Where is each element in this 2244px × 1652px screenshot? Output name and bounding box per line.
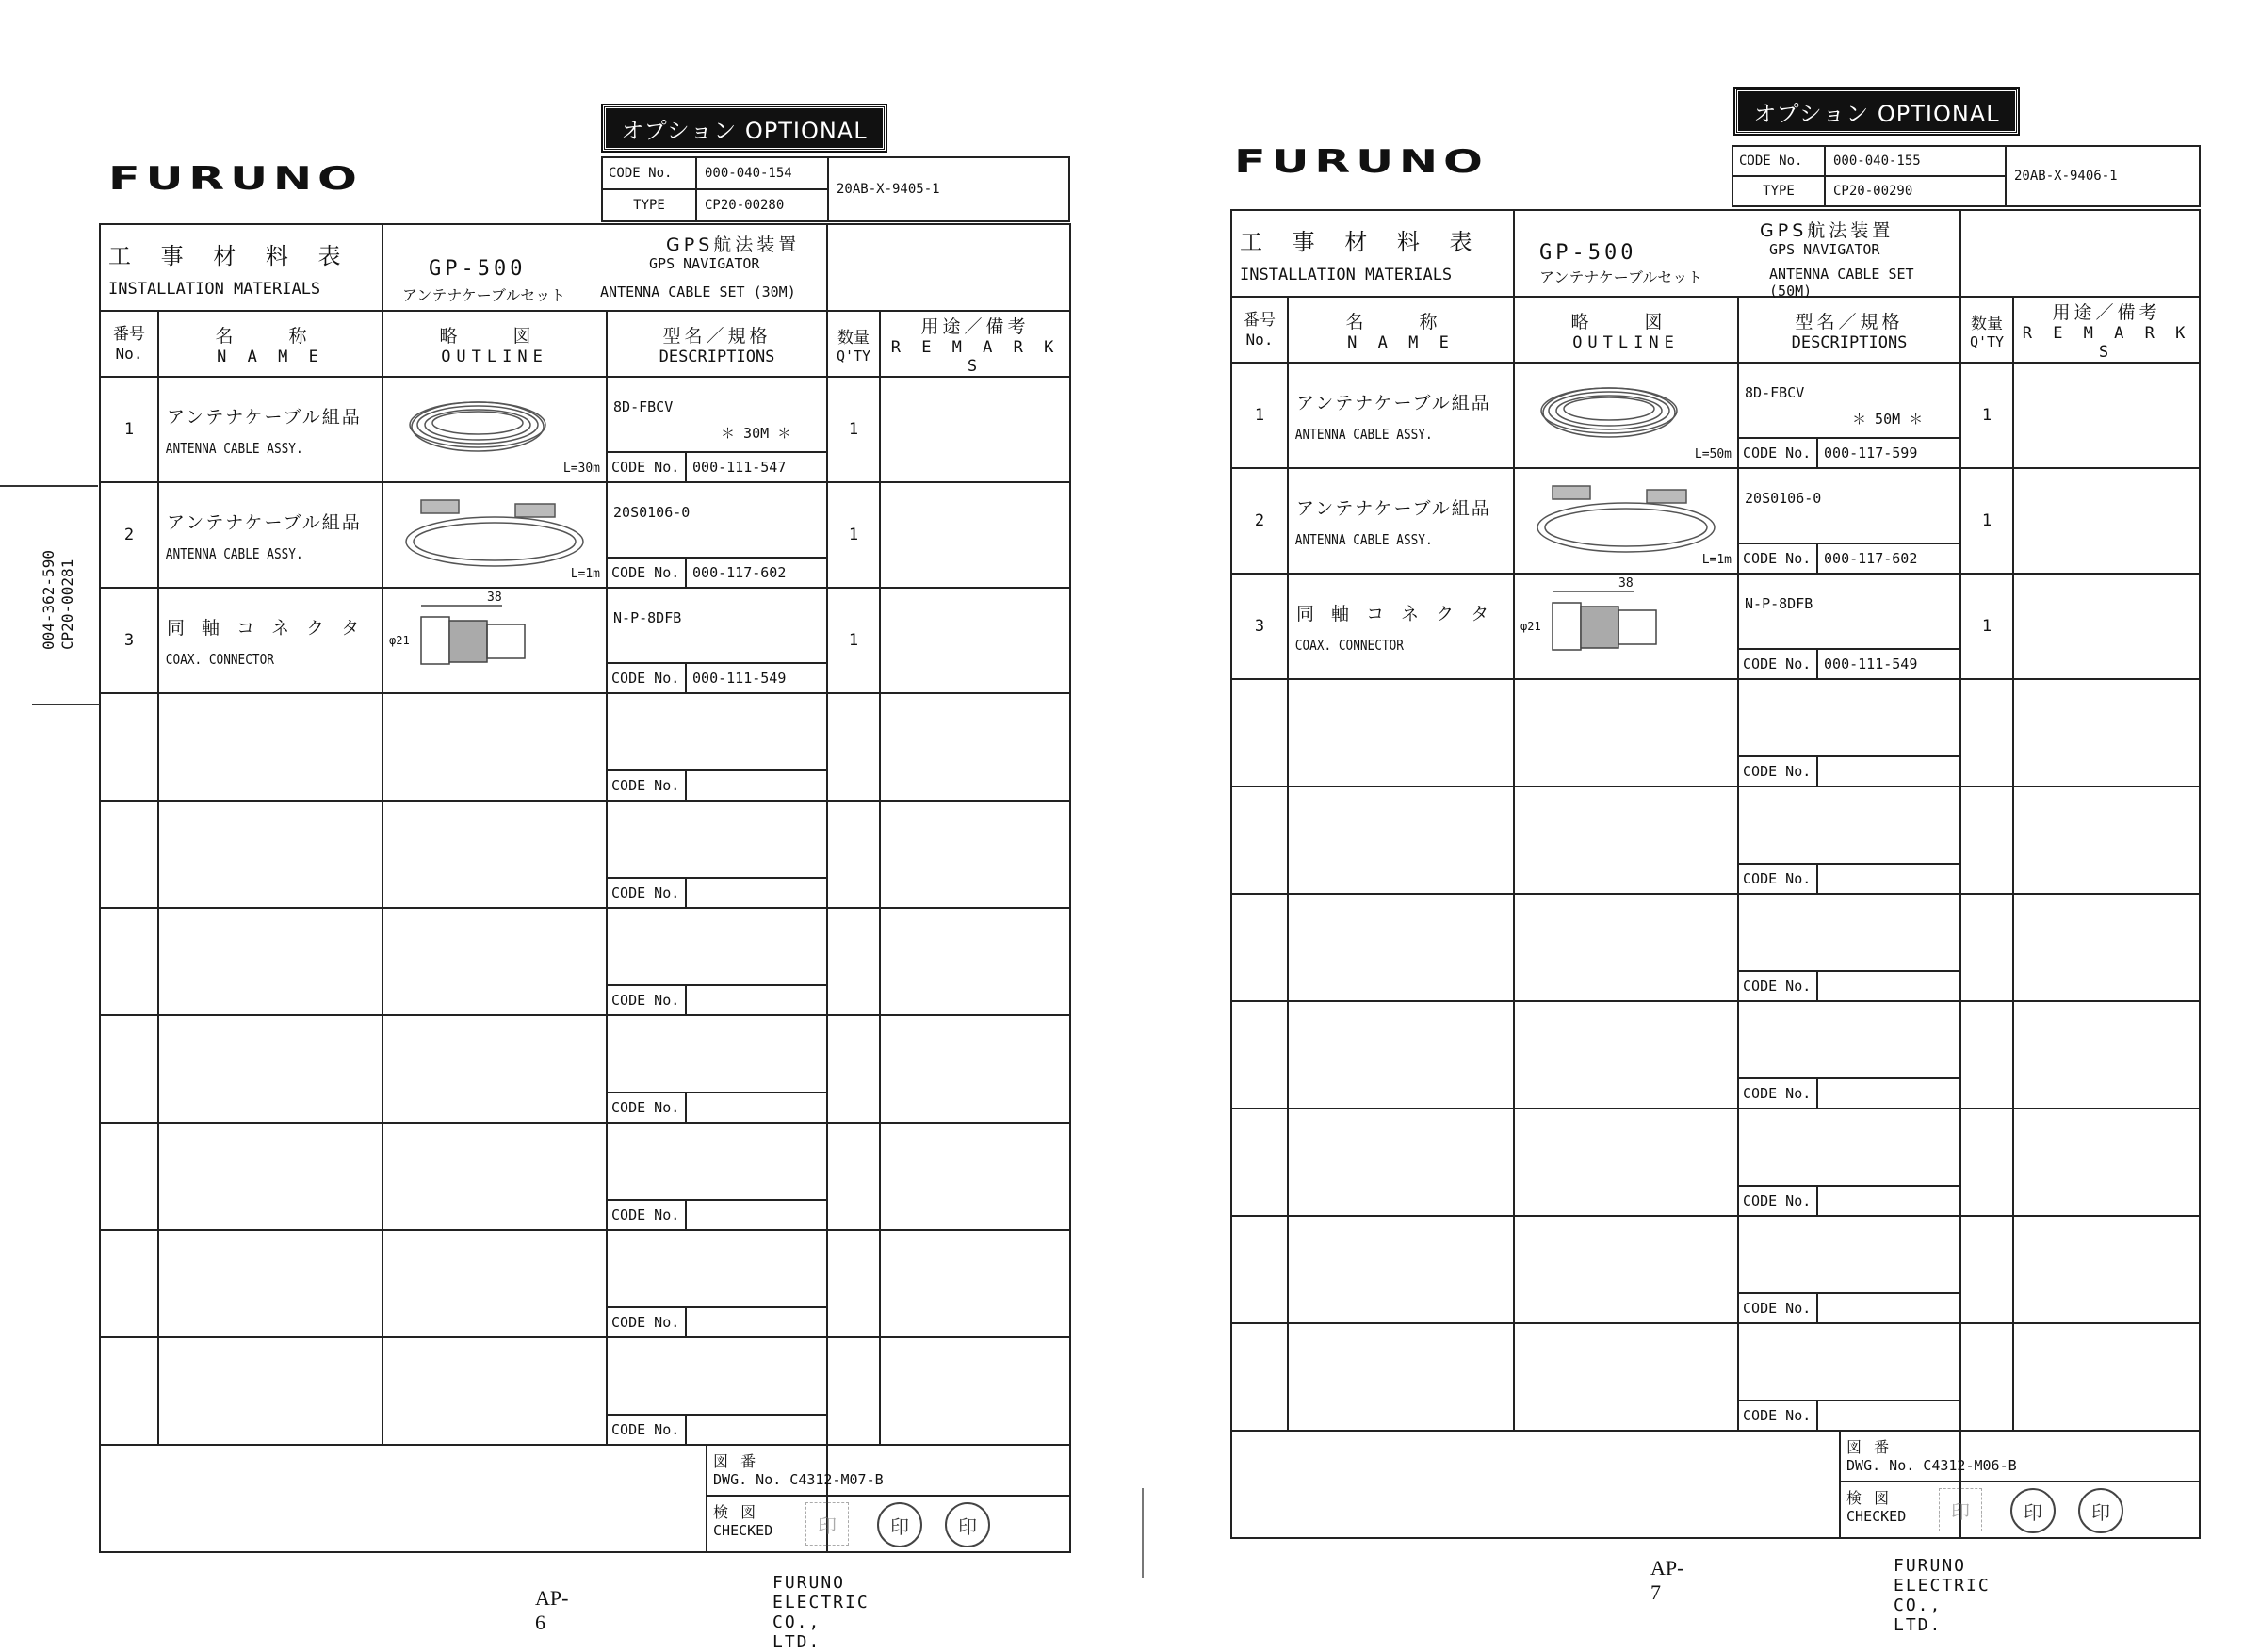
hdr-no-en: No.	[1245, 330, 1274, 348]
title-en: INSTALLATION MATERIALS	[1240, 265, 1453, 284]
outline-note: 38	[487, 591, 502, 605]
left-materials-table	[99, 223, 1071, 1553]
cable-coil-drawing	[383, 378, 606, 481]
optional-badge: オプション OPTIONAL	[603, 105, 886, 151]
code-label: CODE No.	[608, 559, 687, 587]
code-label: CODE No.	[1739, 865, 1818, 893]
type-label: TYPE	[1732, 176, 1825, 206]
item-qty: 1	[827, 482, 880, 588]
item-code: 000-111-547	[692, 459, 787, 476]
item-desc: N-P-8DFB	[613, 609, 682, 626]
checked-ja: 検 図	[713, 1503, 760, 1521]
code-no-value: 000-040-155	[1825, 146, 2006, 176]
table-row	[1231, 363, 2200, 468]
item-no: 2	[100, 482, 158, 588]
cable-coil-drawing	[1515, 364, 1737, 467]
empty-row	[1231, 1323, 2200, 1431]
right-code-table	[1732, 145, 2201, 207]
stamp-icon: 印	[1939, 1488, 1982, 1531]
outline-note: L=1m	[1701, 553, 1732, 567]
code-label: CODE No.	[1739, 650, 1818, 678]
furuno-logo: FURUNO	[1234, 143, 1488, 181]
table-row	[1231, 574, 2200, 679]
connector-drawing	[1515, 575, 1737, 678]
empty-row	[1231, 1216, 2200, 1323]
item-desc-2: ＊ 50M ＊	[1852, 411, 1924, 428]
code-no-label: CODE No.	[1732, 146, 1825, 176]
type-value: CP20-00290	[1825, 176, 2006, 206]
hdr-name-en: N A M E	[1347, 332, 1455, 352]
optional-badge: オプション OPTIONAL	[1735, 89, 2018, 134]
table-row	[100, 482, 1070, 588]
item-no: 1	[1231, 363, 1288, 468]
code-label: CODE No.	[608, 771, 687, 800]
hdr-desc-ja: 型名／規格	[662, 325, 772, 347]
item-no: 1	[100, 377, 158, 482]
item-no: 2	[1231, 468, 1288, 574]
stamp-icon: 印	[2078, 1488, 2123, 1533]
divider	[32, 704, 100, 705]
item-code: 000-117-599	[1824, 445, 1918, 462]
table-row	[100, 377, 1070, 482]
table-row	[100, 588, 1070, 693]
empty-row	[100, 1230, 1070, 1337]
right-materials-table	[1230, 209, 2201, 1539]
code-label: CODE No.	[608, 1201, 687, 1229]
item-name-en: COAX. CONNECTOR	[165, 650, 274, 668]
empty-row	[100, 1015, 1070, 1123]
hdr-remarks-ja: 用途／備考	[2052, 301, 2161, 323]
code-label: CODE No.	[608, 1416, 687, 1444]
model: GP-500	[429, 257, 527, 281]
empty-row	[1231, 1001, 2200, 1109]
item-desc: N-P-8DFB	[1745, 595, 1813, 612]
code-label: CODE No.	[608, 453, 687, 481]
dwg-label: DWG. No.	[1846, 1457, 1915, 1474]
hdr-remarks-en: R E M A R K S	[890, 337, 1060, 376]
code-label: CODE No.	[608, 879, 687, 907]
side-code-1: 004-362-590	[40, 550, 57, 650]
side-code-2: CP20-00281	[58, 559, 76, 650]
set-ja: アンテナケーブルセット	[1539, 268, 1703, 286]
hdr-no-ja: 番号	[113, 325, 145, 345]
outline-note-2: φ21	[1520, 620, 1541, 633]
code-no-label: CODE No.	[602, 157, 696, 189]
hdr-qty-en: Q'TY	[836, 347, 871, 364]
hdr-name-ja: 名 称	[1345, 311, 1456, 332]
company-name: FURUNO ELECTRIC CO., LTD.	[772, 1573, 870, 1652]
hdr-remarks-en: R E M A R K S	[2022, 323, 2191, 362]
title-en: INSTALLATION MATERIALS	[108, 279, 321, 299]
hdr-no-en: No.	[115, 344, 143, 363]
cable-short-drawing	[383, 483, 606, 587]
empty-row	[1231, 786, 2200, 894]
hdr-outline-en: OUTLINE	[1572, 332, 1680, 352]
set-en: ANTENNA CABLE SET (30M)	[600, 283, 796, 300]
item-name-ja: アンテナケーブル組品	[167, 511, 362, 533]
type-label: TYPE	[602, 189, 696, 221]
dwg-ja: 図 番	[1846, 1438, 1894, 1456]
hdr-no-ja: 番号	[1244, 311, 1276, 331]
hdr-qty-ja: 数量	[837, 328, 870, 348]
gutter-line	[1142, 1488, 1144, 1578]
outline-note: 38	[1618, 576, 1634, 591]
title-ja: 工 事 材 料 表	[1240, 228, 1484, 255]
hdr-outline-ja: 略 図	[439, 325, 550, 347]
outline-note: L=30m	[562, 462, 601, 476]
item-desc: 20S0106-0	[1745, 490, 1822, 507]
outline-note: L=1m	[570, 567, 601, 581]
empty-row	[1231, 679, 2200, 786]
left-code-table	[601, 156, 1070, 222]
dwg-label: DWG. No.	[713, 1471, 782, 1488]
model: GP-500	[1539, 241, 1637, 265]
empty-row	[1231, 1109, 2200, 1216]
code-label: CODE No.	[608, 664, 687, 692]
type-value: CP20-00280	[696, 189, 828, 221]
item-qty: 1	[827, 377, 880, 482]
code-label: CODE No.	[1739, 544, 1818, 573]
item-name-ja: アンテナケーブル組品	[1296, 497, 1491, 519]
empty-row	[100, 1123, 1070, 1230]
hdr-qty-en: Q'TY	[1969, 332, 2005, 350]
company-name: FURUNO ELECTRIC CO., LTD.	[1894, 1556, 1991, 1635]
dwg-value: C4312-M07-B	[789, 1471, 884, 1488]
item-qty: 1	[1960, 468, 2013, 574]
checked-en: CHECKED	[1846, 1508, 1907, 1525]
set-ja: アンテナケーブルセット	[402, 286, 566, 304]
empty-row	[100, 801, 1070, 908]
checked-ja: 検 図	[1846, 1489, 1894, 1507]
code-no-value: 000-040-154	[696, 157, 828, 189]
empty-row	[100, 693, 1070, 801]
empty-row	[100, 1337, 1070, 1445]
item-name-ja: 同 軸 コ ネ ク タ	[167, 617, 366, 639]
item-code: 000-111-549	[1824, 656, 1918, 672]
code-label: CODE No.	[608, 986, 687, 1014]
doc-id: 20AB-X-9406-1	[2006, 146, 2200, 206]
item-name-ja: アンテナケーブル組品	[167, 406, 362, 428]
furuno-logo: FURUNO	[108, 160, 363, 198]
item-desc-2: ＊ 30M ＊	[721, 425, 792, 442]
item-code: 000-111-549	[692, 670, 787, 687]
doc-id: 20AB-X-9405-1	[828, 157, 1069, 221]
page-number: AP-7	[1650, 1556, 1684, 1604]
code-label: CODE No.	[1739, 1401, 1818, 1430]
cable-short-drawing	[1515, 469, 1737, 573]
connector-drawing	[383, 589, 606, 692]
hdr-name-ja: 名 称	[215, 325, 326, 347]
code-label: CODE No.	[1739, 1294, 1818, 1322]
code-label: CODE No.	[608, 1308, 687, 1336]
stamp-icon: 印	[945, 1502, 990, 1547]
item-qty: 1	[1960, 574, 2013, 679]
empty-row	[100, 908, 1070, 1015]
item-name-en: ANTENNA CABLE ASSY.	[165, 544, 303, 562]
hdr-outline-en: OUTLINE	[441, 347, 548, 366]
stamp-icon: 印	[805, 1502, 849, 1546]
item-name-ja: アンテナケーブル組品	[1296, 392, 1491, 413]
item-name-ja: 同 軸 コ ネ ク タ	[1296, 603, 1495, 624]
stamp-icon: 印	[877, 1502, 922, 1547]
checked-en: CHECKED	[713, 1522, 773, 1539]
hdr-desc-en: DESCRIPTIONS	[659, 347, 775, 366]
code-label: CODE No.	[1739, 1079, 1818, 1108]
hdr-remarks-ja: 用途／備考	[920, 316, 1030, 337]
outline-note: L=50m	[1694, 447, 1732, 462]
item-no: 3	[1231, 574, 1288, 679]
product-en: GPS NAVIGATOR	[1769, 241, 1880, 258]
item-code: 000-117-602	[1824, 550, 1918, 567]
divider	[0, 485, 98, 487]
hdr-qty-ja: 数量	[1971, 314, 2004, 333]
page-number: AP-6	[535, 1586, 569, 1634]
item-name-en: ANTENNA CABLE ASSY.	[1294, 530, 1433, 548]
dwg-value: C4312-M06-B	[1923, 1457, 2017, 1474]
hdr-name-en: N A M E	[217, 347, 324, 366]
empty-row	[1231, 894, 2200, 1001]
set-en: ANTENNA CABLE SET (50M)	[1769, 266, 1914, 300]
hdr-desc-ja: 型名／規格	[1795, 311, 1904, 332]
hdr-outline-ja: 略 図	[1570, 311, 1682, 332]
table-row	[1231, 468, 2200, 574]
outline-note-2: φ21	[389, 634, 410, 647]
code-label: CODE No.	[1739, 439, 1818, 467]
dwg-ja: 図 番	[713, 1452, 760, 1470]
item-qty: 1	[1960, 363, 2013, 468]
item-name-en: ANTENNA CABLE ASSY.	[1294, 425, 1433, 443]
product-en: GPS NAVIGATOR	[649, 255, 760, 272]
item-qty: 1	[827, 588, 880, 693]
product-ja: GPS航法装置	[1760, 220, 1894, 241]
item-desc: 8D-FBCV	[613, 398, 674, 415]
item-name-en: ANTENNA CABLE ASSY.	[165, 439, 303, 457]
code-label: CODE No.	[1739, 1187, 1818, 1215]
hdr-desc-en: DESCRIPTIONS	[1791, 332, 1908, 352]
code-label: CODE No.	[608, 1093, 687, 1122]
item-no: 3	[100, 588, 158, 693]
item-code: 000-117-602	[692, 564, 787, 581]
item-name-en: COAX. CONNECTOR	[1294, 636, 1404, 654]
item-desc: 8D-FBCV	[1745, 384, 1805, 401]
product-ja: GPS航法装置	[666, 235, 801, 255]
code-label: CODE No.	[1739, 757, 1818, 786]
title-ja: 工 事 材 料 表	[108, 242, 352, 269]
code-label: CODE No.	[1739, 972, 1818, 1000]
item-desc: 20S0106-0	[613, 504, 691, 521]
stamp-icon: 印	[2010, 1488, 2056, 1533]
